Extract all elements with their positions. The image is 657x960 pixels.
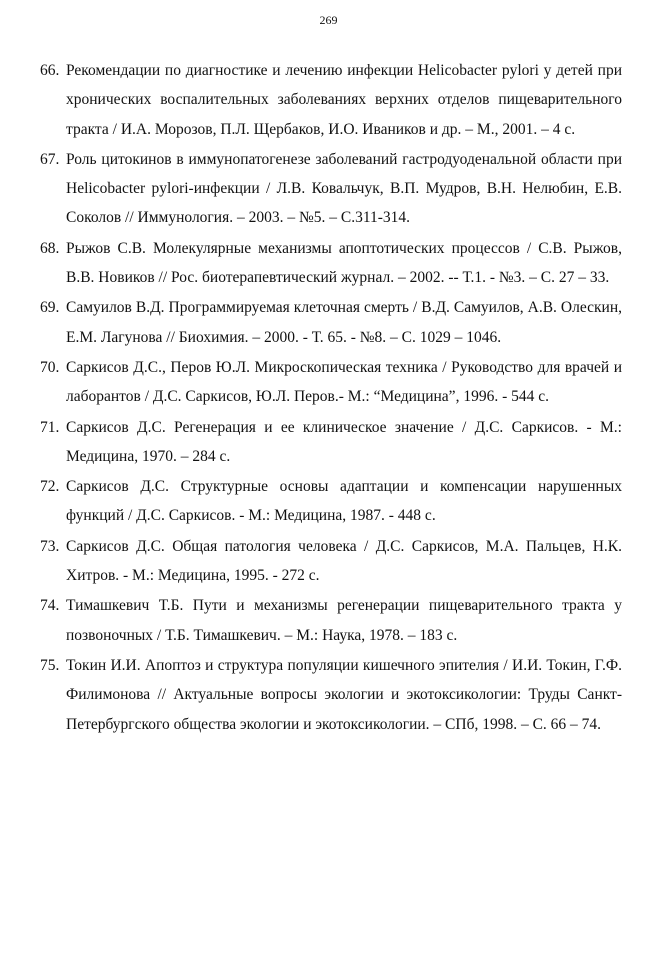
reference-item — [40, 293, 622, 352]
reference-item — [40, 56, 622, 144]
reference-item — [40, 145, 622, 233]
reference-number: 68. — [40, 239, 60, 257]
reference-item — [40, 234, 622, 293]
reference-text: Тимашкевич Т.Б. Пути и механизмы регенерации пищеварительного тракта у позвоночных / Т.Б. Тимашкевич. – М.: Наука, 1978. – 183 с. — [66, 597, 622, 644]
reference-text: Самуилов В.Д. Программируемая клеточная смерть / В.Д. Самуилов, А.В. Олескин, Е.М. Лагунова // Биохимия. – 2000. - Т. 65. - №8. – С. 1029 – 1046. — [66, 299, 622, 346]
reference-text: Саркисов Д.С., Перов Ю.Л. Микроскопическая техника / Руководство для врачей и лаборантов / Д.С. Саркисов, Ю.Л. Перов.- М.: “Медицина”, 1996. - 544 с. — [66, 358, 622, 406]
reference-text: Саркисов Д.С. Общая патология человека / Д.С. Саркисов, М.А. Пальцев, Н.К. Хитров. - М.: Медицина, 1995. - 272 с. — [66, 537, 622, 585]
reference-item — [40, 353, 622, 412]
reference-text: Саркисов Д.С. Структурные основы адаптации и компенсации нарушенных функций / Д.С. Саркисов. - М.: Медицина, 1987. - 448 с. — [66, 478, 622, 525]
reference-text: Рыжов С.В. Молекулярные механизмы апоптотических процессов / С.В. Рыжов, В.В. Новиков // Рос. биотерапевтический журнал. – 2002. -- Т.1. - №3. – С. 27 – 33. — [66, 239, 622, 287]
reference-item — [40, 591, 622, 650]
reference-number: 69. — [40, 299, 60, 317]
reference-number: 73. — [40, 537, 60, 555]
reference-number: 75. — [40, 656, 60, 674]
reference-text: Рекомендации по диагностике и лечению инфекции Helicobacter pylori у детей при хронических воспалительных заболеваниях верхних отделов пищеварительного тракта / И.А. Морозов, П.Л. Щербаков, И.О. Иваников и др. – М., 2001. – 4 с. — [66, 62, 622, 138]
reference-number: 67. — [40, 150, 60, 168]
reference-item — [40, 532, 622, 591]
reference-item — [40, 413, 622, 472]
reference-list — [40, 56, 622, 740]
reference-number: 74. — [40, 597, 60, 615]
page-number: 269 — [319, 13, 338, 27]
reference-text: Токин И.И. Апоптоз и структура популяции кишечного эпителия / И.И. Токин, Г.Ф. Филимонова // Актуальные вопросы экологии и экотоксикологии: Труды Санкт-Петербургского общества экологии и экотоксикологии. – СПб, 1998. – С. 66 – 74. — [66, 656, 622, 733]
reference-item — [40, 651, 622, 739]
reference-number: 72. — [40, 478, 60, 496]
reference-number: 70. — [40, 358, 60, 376]
reference-text: Саркисов Д.С. Регенерация и ее клиническое значение / Д.С. Саркисов. - М.: Медицина, 1970. – 284 с. — [66, 418, 622, 465]
reference-number: 71. — [40, 418, 60, 436]
reference-text: Роль цитокинов в иммунопатогенезе заболеваний гастродуоденальной области при Helicobacter pylori-инфекции / Л.В. Ковальчук, В.П. Мудров, В.Н. Нелюбин, Е.В. Соколов // Иммунология. – 2003. – №5. – С.311-314. — [66, 150, 622, 227]
reference-item — [40, 472, 622, 531]
reference-number: 66. — [40, 62, 60, 79]
